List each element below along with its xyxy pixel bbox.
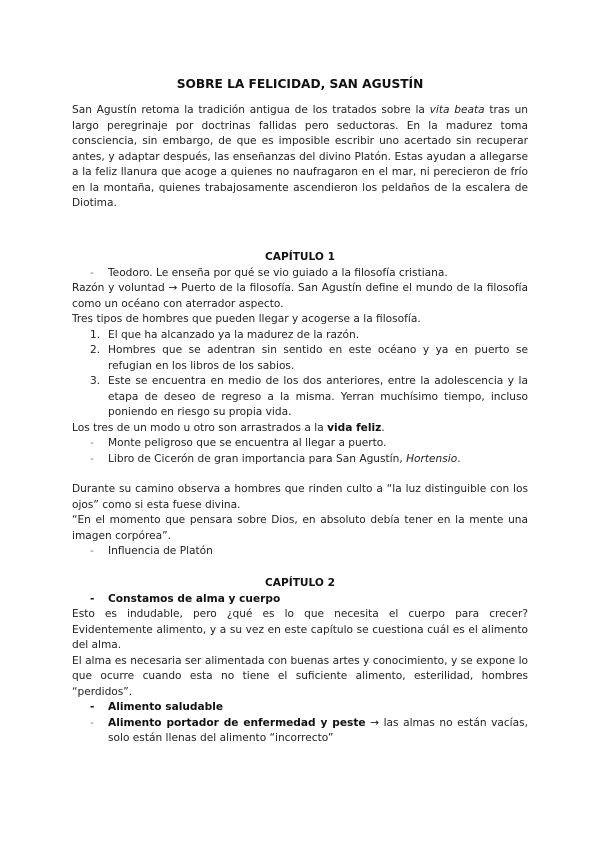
text: → las almas no están vacías, solo están llenas del alimento “incorrecto”	[108, 716, 528, 744]
paragraph-razon: Razón y voluntad → Puerto de la filosofía. San Agustín define el mundo de la filosofía como un océano con aterrador aspecto.	[72, 282, 528, 310]
list-number: 3.	[90, 375, 101, 387]
list-number: 1.	[90, 328, 101, 341]
bullet-saludable	[72, 700, 528, 716]
list-text: Este se encuentra en medio de los dos anteriores, entre la adolescencia y la etapa de deseo de regreso a la misma. Yerran muchísimo tiempo, incluso poniendo en riesgo su propia vida.	[108, 375, 528, 418]
bold-text: Constamos de alma y cuerpo	[108, 592, 281, 605]
list-item	[72, 374, 528, 421]
chapter-1	[72, 250, 528, 467]
text: Los tres de un modo u otro son arrastrados a la	[72, 421, 328, 434]
intro-paragraph	[72, 103, 528, 212]
list-number: 2.	[90, 344, 101, 356]
text: Libro de Cicerón de gran importancia para San Agustín,	[108, 452, 407, 465]
paragraph-los-tres	[72, 421, 528, 437]
paragraph-alma: El alma es necesaria ser alimentada con buenas artes y conocimiento, y se expone lo que ocurre cuando esta no tiene el suficiente alimento, esterilidad, hombres “perdidos”.	[72, 654, 528, 698]
chapter-2	[72, 576, 528, 747]
intro-italic: vita beata	[429, 104, 485, 116]
bullet-teodoro: - Teodoro. Le enseña por qué se vio guiado a la filosofía cristiana.	[72, 266, 528, 282]
intro-text: San Agustín retoma la tradición antigua de los tratados sobre la	[72, 104, 430, 116]
list-item	[72, 328, 528, 344]
bold-text: Alimento portador de enfermedad y peste	[108, 716, 366, 729]
paragraph-esto: Esto es indudable, pero ¿qué es lo que necesita el cuerpo para crecer? Evidentemente alimento, y a su vez en este capítulo se cuestiona cuál es el alimento del alma.	[72, 608, 528, 651]
italic-text: Hortensio	[406, 452, 458, 465]
bullet-libro	[72, 452, 528, 468]
chapter-1-continued	[72, 482, 528, 560]
bullet-portador	[72, 716, 528, 747]
bullet-monte: - Monte peligroso que se encuentra al llegar a puerto.	[72, 436, 528, 452]
chapter-1-heading: CAPÍTULO 1	[265, 251, 335, 263]
paragraph-tipos: Tres tipos de hombres que pueden llegar y acogerse a la filosofía.	[72, 313, 421, 325]
intro-text-rest: tras un largo peregrinaje por doctrinas fallidas pero seductoras. En la madurez toma consciencia, sin embargo, de que es imposible escribir uno acertado sin recuperar antes, y adaptar después, las enseñanzas del divino Platón. Estas ayudan a allegarse a la feliz llanura que acoge a quienes no naufragaron en el mar, ni perecieron de frío en la montaña, quienes trabajosamente ascendieron los peldaños de la escalera de Diotima.	[72, 104, 529, 209]
document-title: SOBRE LA FELICIDAD, SAN AGUSTÍN	[176, 77, 424, 91]
paragraph-durante: Durante su camino observa a hombres que rinden culto a “la luz distinguible con los ojos” como si esta fuese divina.	[72, 483, 528, 511]
list-text: El que ha alcanzado ya la madurez de la razón.	[108, 328, 360, 341]
list-item	[72, 343, 528, 374]
text: .	[457, 452, 461, 465]
bullet-constamos	[72, 592, 528, 608]
bullet-influencia: - Influencia de Platón	[72, 544, 528, 560]
bold-text: vida feliz	[327, 421, 382, 434]
bold-text: Alimento saludable	[108, 701, 224, 713]
list-text: Hombres que se adentran sin sentido en este océano y ya en puerto se refugian en los libros de los sabios.	[108, 344, 528, 372]
text: .	[381, 421, 385, 434]
paragraph-quote: “En el momento que pensara sobre Dios, en absoluto debía tener en la mente una imagen corpórea”.	[72, 514, 528, 542]
chapter-2-heading: CAPÍTULO 2	[265, 577, 335, 589]
